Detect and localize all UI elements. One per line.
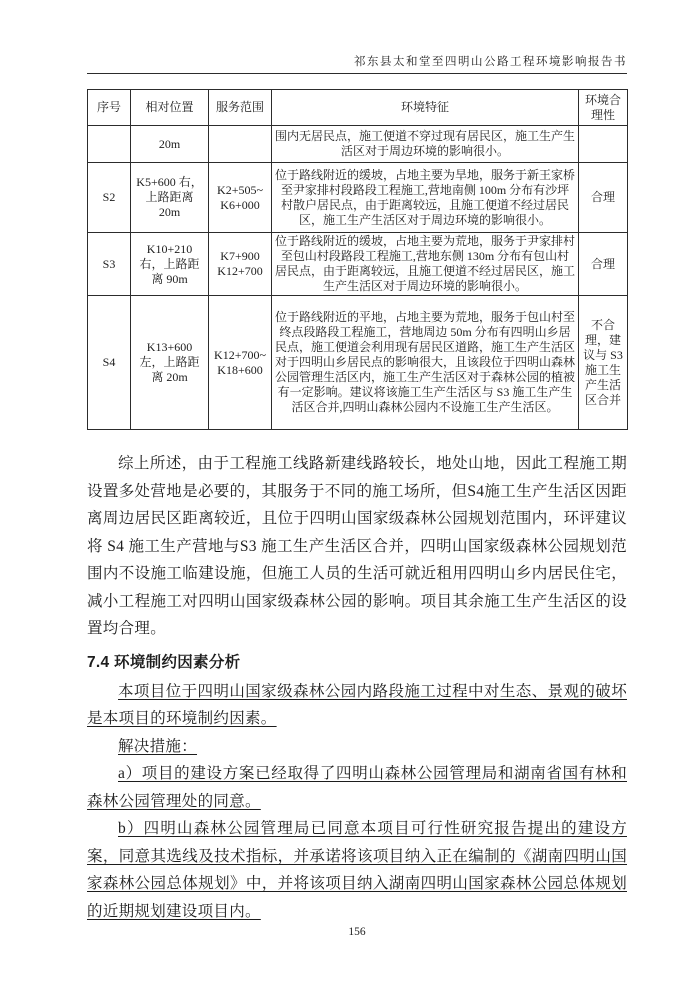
table-header-row: [88, 90, 628, 126]
cell-rationality: [579, 126, 628, 163]
section-heading-7-4: 7.4 环境制约因素分析: [87, 653, 241, 671]
measures-label: 解决措施：: [118, 737, 198, 755]
column-header-rationality: 环境合理性: [579, 90, 628, 126]
cell-range: [209, 126, 272, 163]
cell-features: 位于路线附近的平地，占地主要为荒地，服务于包山村至终点段路段工程施工，营地周边 50m 分布有四明山乡居民点，施工便道会利用现有居民区道路，施工生产生活区对于四明山乡居民点的影响很大，且该段位于四明山森林公园管理生活区内，施工生产生活区对于森林公园的植被有一定影响。建议将该施工生产生活区与 S3 施工生产生活区合并,四明山森林公园内不设施工生产生活区。: [272, 296, 579, 430]
content-area: [87, 0, 627, 925]
cell-position: 20m: [131, 126, 209, 163]
cell-seq: S3: [88, 233, 131, 296]
cell-range: K2+505~ K6+000: [209, 163, 272, 233]
table-row: [88, 163, 628, 233]
cell-rationality: 合理: [579, 233, 628, 296]
constraint-paragraph: 本项目位于四明山国家级森林公园内路段施工过程中对生态、景观的破坏是本项目的环境制约因素。: [87, 682, 627, 727]
column-header-range: 服务范围: [209, 90, 272, 126]
running-header: 祁东县太和堂至四明山公路工程环境影响报告书: [354, 56, 627, 68]
summary-paragraph: 综上所述，由于工程施工线路新建线路较长，地处山地，因此工程施工期设置多处营地是必要的，其服务于不同的施工场所，但S4施工生产生活区因距离周边居民区距离较近，且位于四明山国家级森林公园规划范围内，环评建议将 S4 施工生产营地与S3 施工生产生活区合并，四明山国家级森林公园规划范围内不设施工临建设施，但施工人员的生活可就近租用四明山乡内居民住宅，减小工程施工对四明山国家级森林公园的影响。项目其余施工生产生活区的设置均合理。: [87, 455, 627, 637]
cell-rationality: 不合理，建议与 S3 施工生产生活区合并: [579, 296, 628, 430]
table-row: [88, 233, 628, 296]
table-row: [88, 126, 628, 163]
column-header-features: 环境特征: [272, 90, 579, 126]
cell-seq: S4: [88, 296, 131, 430]
cell-seq: S2: [88, 163, 131, 233]
measure-a-paragraph: a）项目的建设方案已经取得了四明山森林公园管理局和湖南省国有林和森林公园管理处的同意。: [87, 765, 627, 810]
measure-b-paragraph: b）四明山森林公园管理局已同意本项目可行性研究报告提出的建设方案，同意其选线及技术指标，并承诺将该项目纳入正在编制的《湖南四明山国家森林公园总体规划》中，并将该项目纳入湖南四明山国家森林公园总体规划的近期规划建设项目内。: [87, 820, 627, 920]
cell-rationality: 合理: [579, 163, 628, 233]
cell-position: K13+600 左，上路距离 20m: [131, 296, 209, 430]
cell-features: 位于路线附近的缓坡，占地主要为荒地，服务于尹家排村至包山村段路段工程施工,营地东侧 130m 分布有包山村居民点，由于距离较远，且施工便道不经过居民区，施工生产生活区对于周边环境的影响很小。: [272, 233, 579, 296]
cell-position: K5+600 右，上路距离 20m: [131, 163, 209, 233]
column-header-seq: 序号: [88, 90, 131, 126]
cell-position: K10+210 右，上路距离 90m: [131, 233, 209, 296]
cell-features: 围内无居民点，施工便道不穿过现有居民区，施工生产生活区对于周边环境的影响很小。: [272, 126, 579, 163]
cell-seq: [88, 126, 131, 163]
cell-features: 位于路线附近的缓坡，占地主要为旱地，服务于新王家桥至尹家排村段路段工程施工,营地南侧 100m 分布有沙坪村散户居民点，由于距离较远，且施工便道不经过居民区，施工生产生活区对于周边环境的影响很小。: [272, 163, 579, 233]
cell-range: K12+700~ K18+600: [209, 296, 272, 430]
page-number: 156: [348, 926, 366, 938]
column-header-position: 相对位置: [131, 90, 209, 126]
header-rule: [87, 73, 627, 74]
cell-range: K7+900 K12+700: [209, 233, 272, 296]
construction-camps-table: [87, 89, 628, 430]
table-row: [88, 296, 628, 430]
